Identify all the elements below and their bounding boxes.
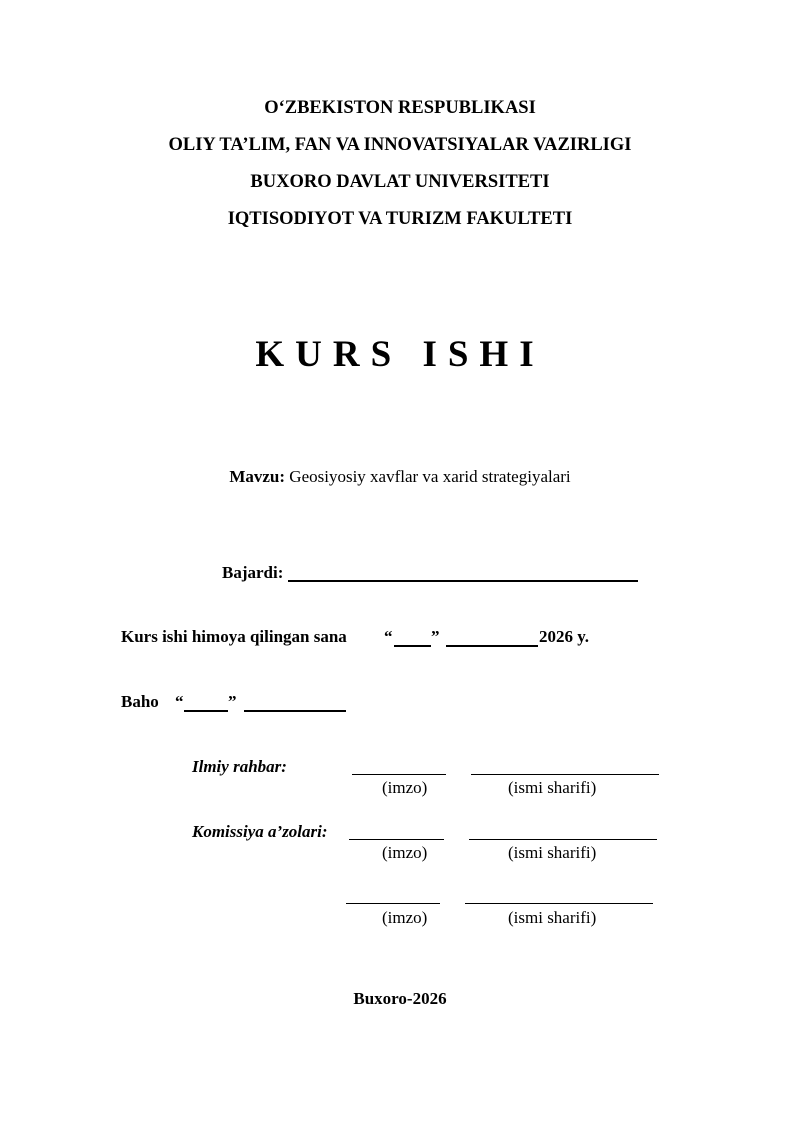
grade-open-quote: “ xyxy=(175,692,184,711)
defense-day-blank xyxy=(394,645,431,647)
performer-blank xyxy=(288,580,638,582)
supervisor-sign-caption: (imzo) xyxy=(382,778,428,797)
defense-close-quote: ” xyxy=(431,627,440,646)
commission-1-name-caption: (ismi sharifi) xyxy=(508,843,597,862)
commission-1-signature-line xyxy=(349,839,444,840)
grade-label: Baho xyxy=(121,692,159,711)
supervisor-name-line xyxy=(471,774,659,775)
supervisor-signature-line xyxy=(352,774,446,775)
defense-label: Kurs ishi himoya qilingan sana xyxy=(121,627,347,646)
grade-text-blank xyxy=(244,710,346,712)
commission-2-signature-line xyxy=(346,903,440,904)
topic-value: Geosiyosiy xavflar va xarid strategiyalari xyxy=(289,467,571,486)
supervisor-name-caption: (ismi sharifi) xyxy=(508,778,597,797)
defense-year: 2026 y. xyxy=(539,627,590,646)
document-title: KURS ISHI xyxy=(255,334,545,375)
commission-2-name-caption: (ismi sharifi) xyxy=(508,908,597,927)
defense-open-quote: “ xyxy=(384,627,393,646)
commission-2-name-line xyxy=(465,903,653,904)
university-name: BUXORO DAVLAT UNIVERSITETI xyxy=(250,172,550,192)
topic-row xyxy=(0,467,800,487)
ministry-line-2: OLIY TA’LIM, FAN VA INNOVATSIYALAR VAZIRLIGI xyxy=(168,135,632,155)
commission-label: Komissiya a’zolari: xyxy=(192,822,328,841)
commission-1-name-line xyxy=(469,839,657,840)
commission-1-sign-caption: (imzo) xyxy=(382,843,428,862)
performer-label: Bajardi: xyxy=(222,563,284,582)
footer-city-year: Buxoro-2026 xyxy=(353,989,447,1008)
faculty-name: IQTISODIYOT VA TURIZM FAKULTETI xyxy=(227,209,573,229)
topic-label: Mavzu: xyxy=(229,467,286,486)
grade-close-quote: ” xyxy=(228,692,237,711)
supervisor-label: Ilmiy rahbar: xyxy=(192,757,287,776)
defense-month-blank xyxy=(446,645,538,647)
ministry-line-1: O‘ZBEKISTON RESPUBLIKASI xyxy=(264,98,536,118)
grade-score-blank xyxy=(184,710,228,712)
commission-2-sign-caption: (imzo) xyxy=(382,908,428,927)
